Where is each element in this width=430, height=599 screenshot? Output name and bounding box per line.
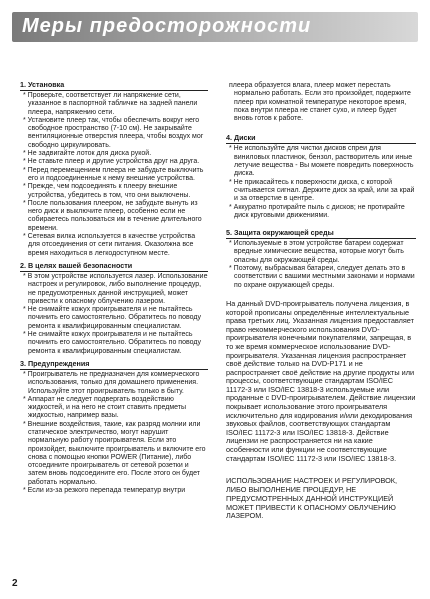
list-item: * Проигрыватель не предназначен для коммерческого использования, только для домашнего применения. Используйте этот проигрыватель только в быту. [23, 370, 200, 395]
list-item: * Установите плеер так, чтобы обеспечить вокруг него свободное пространство (7-10 см). Не закрывайте вентиляционные отверстия плеера, чтобы воздух мог свободно циркулировать. [23, 116, 204, 149]
list-item: * Проверьте, соответствует ли напряжение сети, указанное в паспортной табличке на задней панели плеера, напряжению сети. [23, 92, 198, 116]
list-item: * Прежде, чем подсоединять к плееру внешние устройства, убедитесь в том, что они выключены. [23, 183, 191, 199]
list-item: * Не прикасайтесь к поверхности диска, с которой считывается сигнал. Держите диск за край, или за край и за отверстие в центре. [229, 178, 415, 203]
list-item: * Аккуратно протирайте пыль с дисков; не протирайте диск круговыми движениями. [229, 203, 405, 219]
section-discs [226, 133, 416, 220]
section-safety [20, 261, 208, 356]
page-title: Меры предосторожности [22, 15, 312, 37]
section-heading: 4. Диски [226, 133, 416, 144]
list-item: * После пользования плеером, не забудьте вынуть из него диск и выключите плеер, особенно если не собираетесь пользоваться им в течение длительного времени. [23, 199, 202, 232]
list-item: * Сетевая вилка используется в качестве устройства для отсоединения от сети питания. Оказолжна все время находиться в легкодоступном месте. [23, 233, 196, 257]
list-item: * Не снимайте кожух проигрывателя и не пытайтесь починить его самостоятельно. Обратитесь по поводу ремонта к квалифицированным специалистам. [23, 331, 201, 355]
section-heading: 3. Предупреждения [20, 359, 208, 370]
section-heading: 2. В целях вашей безопасности [20, 261, 208, 272]
section-heading: 1. Установка [20, 80, 208, 91]
left-column [20, 80, 208, 498]
list-item: * Внешние воздействия, такие, как разряд молнии или статическое электричество, могут нарушит нормальную работу проигрывателя. Если это произойдет, выключите проигрыватель и включите его снова с помощью кнопки POWER (Питание), либо отсоедините проигрыватель от сетевой розетки и затем вновь подсоедините его. После этого он будет работать нормально. [23, 420, 206, 486]
continued-text: плеера образуется влага, плеер может перестать нормально работать. Если это произойдет, подержите плеер при комнатной температуре некоторое время, пока внутри плеера не станет сухо, и плеер будет вновь готов к работе. [229, 82, 411, 123]
list-item: * Аппарат не следует подвергать воздействию жидкостей, и на него не стоит ставить предметы жидкостью, например вазы. [23, 395, 187, 420]
list-item: * Используемые в этом устройстве батареи содержат вредные химические вещества, которые могут быть опасны для окружающей среды. [229, 240, 404, 264]
section-heading: 5. Защита окружающей среды [226, 228, 416, 239]
list-item: * Если из-за резкого перепада температур внутри [23, 487, 186, 495]
section-environment [226, 228, 416, 290]
section-installation [20, 80, 208, 258]
list-item: * Не задвигайте лоток для диска рукой. [23, 150, 152, 158]
list-item: * Поэтому, выбрасывая батареи, следует делать это в соответствии с вашими местными законами и нормами по охране окружающей среды. [229, 265, 415, 289]
list-item: * В этом устройстве используется лазер. Использование настроек и регулировок, либо выполнение процедур, не предусмотренных данной инструкцией, может привести к опасному облучению лазером. [23, 272, 208, 305]
license-paragraph: На данный DVD-проигрыватель получена лицензия, в которой прописаны определённые интеллектуальные права третьих лиц. Указанная лицензия предоставляет право некоммерческого использования DVD-проигрывателя конечными покупателями, запрещая, в то же время коммерческое использование DVD-проигрывателя. Указанная лицензия распространяет своё действие только на DVD-P171 и не распространяет своё действие на другие продукты или процессы, соответствующие стандартам ISO/IEC 11172-3 или ISO/IEC 13818-3 используемые или проданные с DVD-проигрывателем. Действие лицензии покрывает использование этого проигрывателя исключительно для кодирования и/или декодирования звуковых файлов, соответствующих стандартам ISO/IEC 11172-3 или ISO/IEC 13818-3. Действие лицензии не распространяется ни на какие особенности или функции не соответствующие стандартам ISO/IEC 11172-3 или ISO/IEC 13818-3. [226, 298, 416, 463]
list-item: * Перед перемещением плеера не забудьте выключить его и подсоединенные к нему внешние устройства. [23, 166, 204, 182]
page-title-bar [12, 12, 418, 42]
right-column [226, 82, 416, 521]
list-item: * Не снимайте кожух проигрывателя и не пытайтесь починить его самостоятельно. Обратитесь по поводу ремонта к квалифицированным специалистам. [23, 306, 201, 330]
laser-warning-caps: ИСПОЛЬЗОВАНИЕ НАСТРОЕК И РЕГУЛИРОВОК, ЛИБО ВЫПОЛНЕНИЕ ПРОЦЕДУР, НЕ ПРЕДУСМОТРЕННЫХ ДАННОЙ ИНСТРУКЦИЕЙ МОЖЕТ ПРИВЕСТИ К ОПАСНОМУ ОБЛУЧЕНИЮ ЛАЗЕРОМ. [226, 476, 398, 521]
page-number: 2 [12, 578, 18, 589]
list-item: * Не используйте для чистки дисков спреи для виниловых пластинок, бензол, растворитель или иные летучие вещества - Вы можете повредить поверхность диска. [229, 145, 414, 178]
section-warnings [20, 359, 208, 495]
list-item: * Не ставьте плеер и другие устройства друг на друга. [23, 158, 200, 166]
